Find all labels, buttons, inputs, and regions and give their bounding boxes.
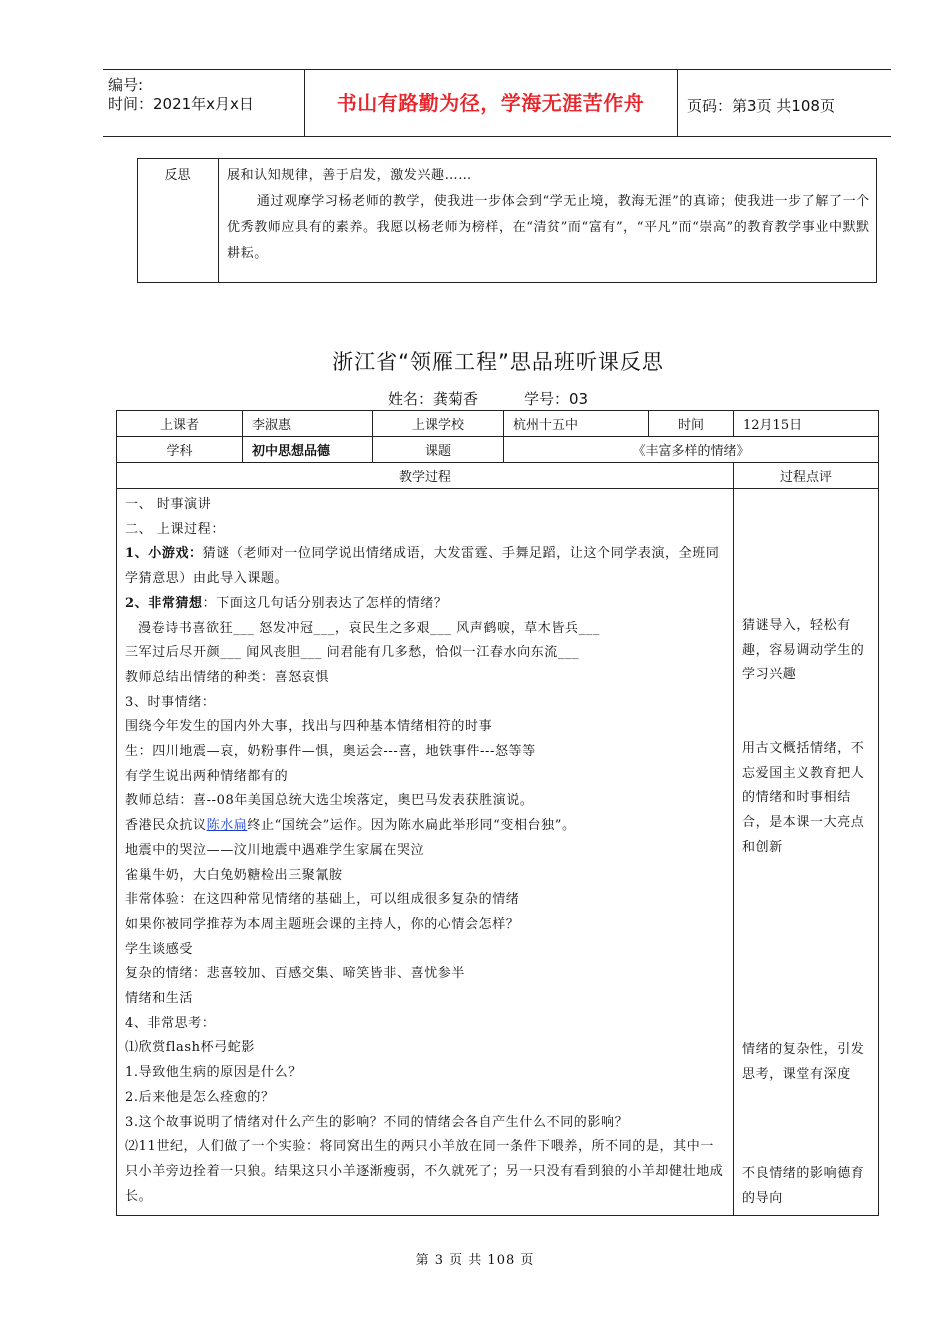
- school-label: 上课学校: [373, 411, 504, 437]
- date-label: 时间：2021年x月x日: [108, 95, 254, 113]
- school-value: 杭州十五中: [504, 411, 649, 437]
- process-line: 如果你被同学推荐为本周主题班会课的主持人，你的心情会怎样？: [125, 916, 520, 932]
- process-line: 学生谈感受: [125, 941, 194, 957]
- student-info: [388, 388, 588, 409]
- process-header: 教学过程: [117, 463, 734, 489]
- process-text: 终止“国统会”运作。因为陈水扁此举形同“变相台独”。: [247, 818, 576, 834]
- process-line: ⑵11世纪，人们做了一个实验：将同窝出生的两只小羊放在同一条件下喂养，所不同的是，其中一只小羊旁边拴着一只狼。结果这只小羊逐渐瘦弱，不久就死了；另一只没有看到狼的小羊却健壮地成长。: [125, 1139, 724, 1204]
- subject-value: 初中思想品德: [243, 437, 373, 463]
- comment-item: 不良情绪的影响德育的导向: [742, 1166, 865, 1206]
- time-label: 时间: [649, 411, 734, 437]
- page-footer: 第 3 页 共 108 页: [415, 1253, 535, 1268]
- page-info: 页码：第3页 共108页: [687, 97, 835, 115]
- teacher-value: 李淑惠: [243, 411, 373, 437]
- process-line: 二、 上课过程：: [125, 521, 225, 537]
- hyperlink-chen-shui-bian[interactable]: 陈水扁: [206, 818, 248, 834]
- process-line: 3.这个故事说明了情绪对什么产生的影响？不同的情绪会各自产生什么不同的影响？: [125, 1114, 629, 1130]
- header-divider: [677, 69, 678, 136]
- process-line: [125, 542, 725, 591]
- topic-label: 课题: [373, 437, 504, 463]
- page-title: 浙江省“领雁工程”思品班听课反思: [332, 350, 664, 374]
- process-line: 2.后来他是怎么痊愈的？: [125, 1089, 275, 1105]
- section-heading: 3、时事情绪：: [125, 694, 216, 710]
- topic-value: 《丰富多样的情绪》: [504, 437, 879, 463]
- process-line: [125, 592, 725, 617]
- header-top-rule: [103, 69, 891, 70]
- process-line: 复杂的情绪：悲喜较加、百感交集、啼笑皆非、喜忧参半: [125, 966, 466, 982]
- student-number: 学号：03: [524, 390, 589, 408]
- reflection-line: 展和认知规律，善于启发，激发兴趣……: [227, 168, 472, 183]
- header-bottom-rule: [103, 136, 891, 137]
- process-line: 1.导致他生病的原因是什么？: [125, 1065, 302, 1081]
- process-line: 情绪和生活: [125, 991, 194, 1007]
- teaching-process: [117, 489, 734, 1216]
- process-line: 教师总结出情绪的种类：喜怒哀惧: [125, 669, 330, 685]
- process-line: 漫卷诗书喜欲狂___ 怒发冲冠___，哀民生之多艰___ 风声鹤唳，草木皆兵___: [138, 620, 600, 636]
- process-line: 生：四川地震—哀，奶粉事件—惧，奥运会---喜，地铁事件---怒等等: [125, 744, 536, 760]
- process-text: 香港民众抗议: [125, 818, 207, 834]
- process-text: 猜谜（老师对一位同学说出情绪成语，大发雷霆、手舞足蹈，让这个同学表演，全班同学猜意思）由此导入课题。: [125, 546, 720, 587]
- motto-banner: 书山有路勤为径，学海无涯苦作舟: [336, 91, 645, 115]
- comment-item: 情绪的复杂性，引发思考，课堂有深度: [742, 1042, 865, 1082]
- process-line: 雀巢牛奶，大白兔奶糖检出三聚氰胺: [125, 867, 343, 883]
- process-line: 三军过后尽开颜___ 闻风丧胆___ 问君能有几多愁，恰似一江春水向东流___: [125, 645, 580, 661]
- section-heading: 1、小游戏：: [125, 546, 203, 562]
- process-line: 非常体验：在这四种常见情绪的基础上，可以组成很多复杂的情绪: [125, 892, 520, 908]
- teacher-label: 上课者: [117, 411, 243, 437]
- reflection-text: [227, 163, 871, 267]
- reflection-paragraph: 通过观摩学习杨老师的教学，使我进一步体会到“学无止境，教海无涯”的真谛；使我进一步了解了一个优秀教师应具有的素养。我愿以杨老师为榜样，在“清贫”而“富有”，“平凡”而“崇高”的教育教学事业中默默耕耘。: [227, 194, 870, 261]
- subject-label: 学科: [117, 437, 243, 463]
- process-line: 教师总结：喜--08年美国总统大选尘埃落定，奥巴马发表获胜演说。: [125, 793, 534, 809]
- time-value: 12月15日: [734, 411, 879, 437]
- process-line: 一、 时事演讲: [125, 497, 212, 512]
- process-text: ：下面这几句话分别表达了怎样的情绪？: [202, 595, 448, 611]
- section-heading: 2、非常猜想: [125, 595, 203, 611]
- comment-item: 用古文概括情绪，不忘爱国主义教育把人的情绪和时事相结合，是本课一大亮点和创新: [742, 741, 865, 855]
- reflection-label: 反思: [164, 168, 191, 183]
- section-heading: 4、非常思考：: [125, 1015, 216, 1031]
- student-name: 姓名：龚菊香: [388, 390, 479, 408]
- process-comments: [734, 489, 879, 1216]
- process-line: 围绕今年发生的国内外大事，找出与四种基本情绪相符的时事: [125, 719, 493, 735]
- process-line: ⑴欣赏flash杯弓蛇影: [125, 1040, 255, 1056]
- lesson-table: [116, 410, 879, 1216]
- comment-item: 猜谜导入，轻松有趣，容易调动学生的学习兴趣: [742, 618, 865, 683]
- serial-number-label: 编号:: [108, 76, 144, 94]
- process-line: 有学生说出两种情绪都有的: [125, 768, 289, 784]
- comment-header: 过程点评: [734, 463, 879, 489]
- process-line: 地震中的哭泣——汶川地震中遇难学生家属在哭泣: [125, 842, 425, 858]
- reflection-divider: [218, 158, 219, 283]
- process-line: [125, 814, 725, 839]
